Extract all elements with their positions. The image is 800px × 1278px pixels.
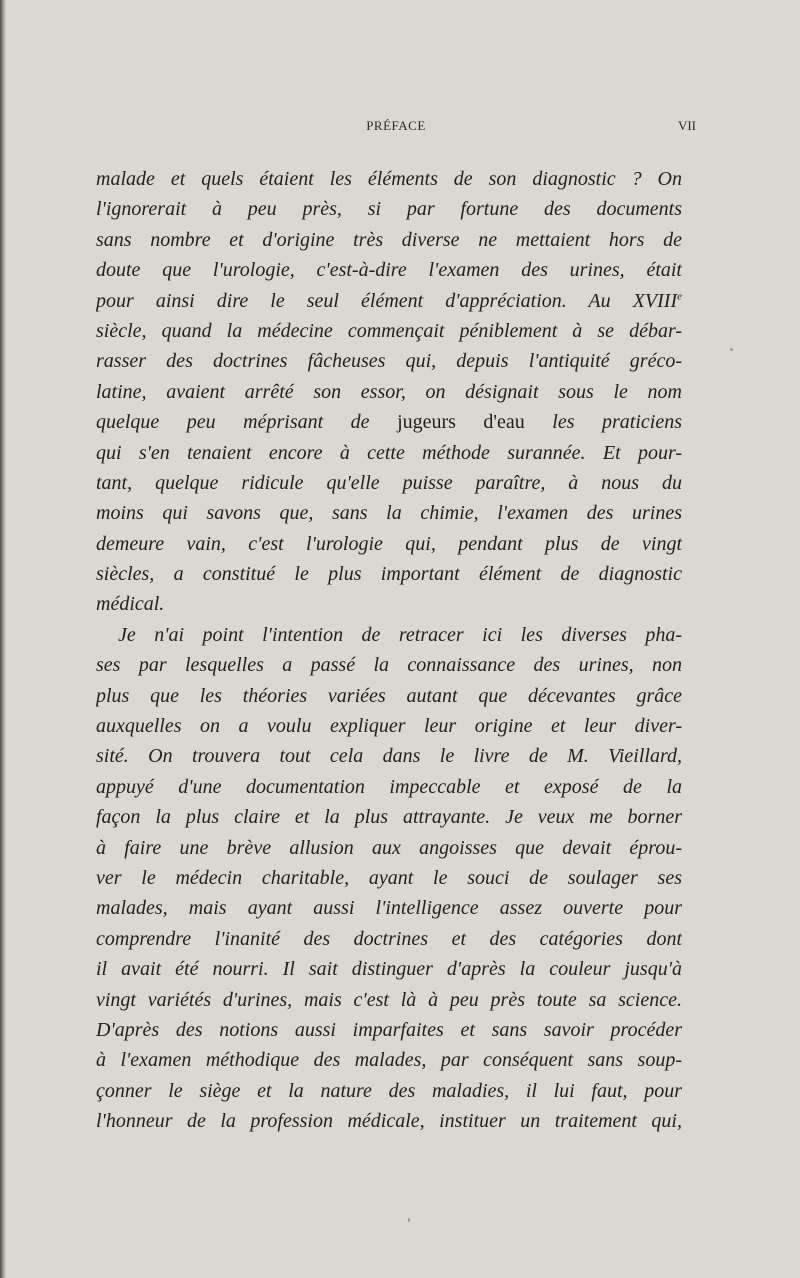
text-line: siècle, quand la médecine commençait péniblement à se débar- [96, 319, 682, 342]
text-line: appuyé d'une documentation impeccable et exposé de la [96, 775, 682, 798]
paper-speck [730, 348, 733, 351]
text-line: demeure vain, c'est l'urologie qui, pendant plus de vingt [96, 532, 682, 555]
text-line: à l'examen méthodique des malades, par conséquent sans soup- [96, 1049, 682, 1072]
text-line: l'honneur de la profession médicale, instituer un traitement qui, [96, 1110, 682, 1133]
text-line: sité. On trouvera tout cela dans le livre de M. Vieillard, [96, 745, 682, 768]
text-line: vingt variétés d'urines, mais c'est là à peu près toute sa science. [96, 988, 682, 1011]
text-line-fragment: quelque peu méprisant de [96, 411, 370, 434]
binding-shadow [0, 0, 6, 1278]
body-text [96, 164, 682, 1137]
text-line: ver le médecin charitable, ayant le souci de soulager ses [96, 866, 682, 889]
text-line: tant, quelque ridicule qu'elle puisse paraître, à nous du [96, 471, 682, 494]
text-line: moins qui savons que, sans la chimie, l'examen des urines [96, 502, 682, 525]
text-line [96, 407, 682, 437]
text-line: latine, avaient arrêté son essor, on désignait sous le nom [96, 380, 682, 403]
text-line: plus que les théories variées autant que décevantes grâce [96, 684, 682, 707]
text-line: il avait été nourri. Il sait distinguer d'après la couleur jusqu'à [96, 958, 682, 981]
text-line: doute que l'urologie, c'est-à-dire l'examen des urines, était [96, 259, 682, 282]
text-line: Je n'ai point l'intention de retracer ici les diverses pha- [118, 623, 682, 646]
superscript: e [677, 289, 682, 302]
text-line [96, 286, 682, 316]
running-head: PRÉFACE [366, 118, 426, 133]
text-line: façon la plus claire et la plus attrayante. Je veux me borner [96, 806, 682, 829]
text-line: l'ignorerait à peu près, si par fortune des documents [96, 198, 682, 221]
text-line: siècles, a constitué le plus important élément de diagnostic [96, 563, 682, 586]
text-line: comprendre l'inanité des doctrines et des catégories dont [96, 927, 682, 950]
text-line: çonner le siège et la nature des maladies, il lui faut, pour [96, 1079, 682, 1102]
page-number: VII [677, 118, 696, 133]
text-line-fragment: les praticiens [552, 411, 682, 434]
text-line: malades, mais ayant aussi l'intelligence assez ouverte pour [96, 897, 682, 920]
text-line: ses par lesquelles a passé la connaissance des urines, non [96, 654, 682, 677]
text-line: sans nombre et d'origine très diverse ne mettaient hors de [96, 228, 682, 251]
paper-speck [408, 1218, 410, 1222]
text-line: rasser des doctrines fâcheuses qui, depuis l'antiquité gréco- [96, 350, 682, 373]
text-line: médical. [96, 593, 165, 616]
text-line: qui s'en tenaient encore à cette méthode surannée. Et pour- [96, 441, 682, 464]
text-line: D'après des notions aussi imparfaites et sans savoir procéder [96, 1018, 682, 1041]
upright-phrase: jugeurs d'eau [397, 411, 525, 434]
text-line: à faire une brève allusion aux angoisses que devait éprou- [96, 836, 682, 859]
text-line: auxquelles on a voulu expliquer leur origine et leur diver- [96, 715, 682, 738]
text-line: malade et quels étaient les éléments de son diagnostic ? On [96, 168, 682, 190]
text-line-fragment: pour ainsi dire le seul élément d'appréciation. Au XVIII [96, 289, 678, 312]
page-header [96, 118, 696, 138]
